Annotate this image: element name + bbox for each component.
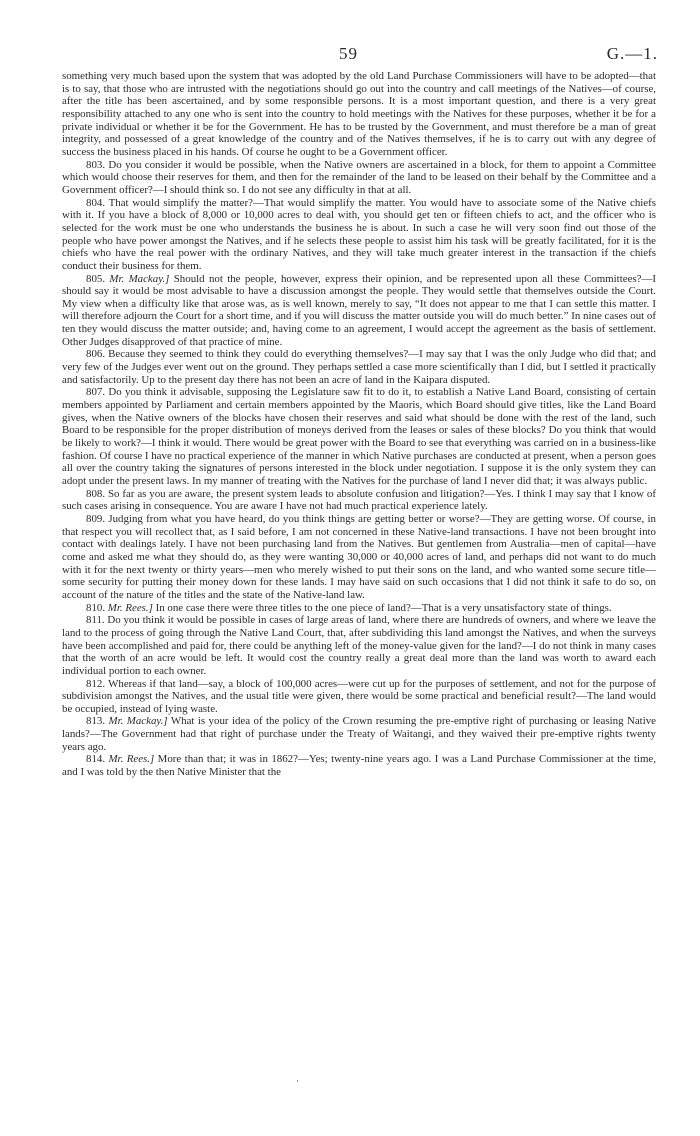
body-text bbox=[62, 70, 656, 779]
speaker-label: Mr. Rees.] bbox=[107, 601, 153, 614]
page-number: 59 bbox=[339, 44, 358, 63]
paragraph bbox=[62, 386, 656, 487]
paragraph-text: More than that; it was in 1862?—Yes; twenty-nine years ago. I was a Land Purchase Commissioner at the time, and I was told by the then Native Minister that the bbox=[62, 753, 656, 779]
paragraph bbox=[62, 70, 656, 159]
paragraph bbox=[62, 159, 656, 197]
paragraph-text: What is your idea of the policy of the Crown resuming the pre-emptive right of purchasing or leasing Native lands?—The Government had that right of purchase under the Treaty of Waitangi, and they waived their pre-emptive rights twenty years ago. bbox=[62, 715, 657, 753]
document-reference: G.—1. bbox=[606, 44, 658, 63]
page-header bbox=[0, 44, 700, 66]
question-number: 810. bbox=[86, 601, 106, 614]
question-number: 807. bbox=[86, 386, 106, 399]
paragraph-text: In one case there were three titles to the one piece of land?—That is a very unsatisfactory state of things. bbox=[155, 601, 612, 614]
paragraph bbox=[62, 602, 656, 615]
paragraph-text: So far as you are aware, the present system leads to absolute confusion and litigation?—Yes. I think I may say that I know of such cases arising in consequence. You are aware I have not had much practical experience lately. bbox=[62, 487, 656, 513]
question-number: 805. bbox=[86, 272, 106, 285]
paragraph bbox=[62, 197, 656, 273]
speaker-label: Mr. Rees.] bbox=[108, 753, 155, 766]
question-number: 806. bbox=[86, 348, 106, 361]
paragraph-text: Should not the people, however, express their opinion, and be represented upon all these Committees?—I should say it would be most advisable to have a discussion amongst the people. They would settle that themselves outside the Court. My view when a difficulty like that arose was, as is well known, merely to say, “It does not appear to me that I can settle this matter. I will therefore adjourn the Court for a short time, and if you will discuss the matter outside you will do much better.” In nine cases out of ten they would discuss the matter outside; and, having come to an agreement, I would accept the agreement as the basis of settlement. Other Judges disapproved of that practice of mine. bbox=[62, 272, 656, 348]
paragraph bbox=[62, 273, 656, 349]
paragraph bbox=[62, 678, 656, 716]
question-number: 809. bbox=[86, 512, 106, 525]
paragraph bbox=[62, 348, 656, 386]
paragraph-text: Do you think it would be possible in cases of large areas of land, where there are hundreds of owners, and where we leave the land to the process of going through the Native Land Court, that, after subdividing this land amongst the Natives, and when the surveys have been accomplished and paid for, there could be anything left of the money-value given for the land?—I do not think in many cases that the worth of an acre would be left. It would cost the country really a great deal more than the land was worth to award each individual portion to each owner. bbox=[62, 614, 656, 677]
paragraph-text: Whereas if that land—say, a block of 100,000 acres—were cut up for the purposes of settlement, and not for the purpose of subdivision amongst the Natives, and the usual title were given, there would be some practical and beneficial result?—The land would be occupied, instead of lying waste. bbox=[62, 677, 656, 715]
paragraph bbox=[62, 614, 656, 677]
paragraph-text: Do you consider it would be possible, when the Native owners are ascertained in a block, for them to appoint a Committee which would choose their reserves for them, and then for the remainder of the land to be leased on their behalf by the Committee and a Government officer?—I should think so. I do not see any difficulty in that at all. bbox=[62, 158, 656, 196]
paragraph-text: something very much based upon the system that was adopted by the old Land Purchase Commissioners will have to be adopted—that is to say, that those who are intrusted with the negotiations should go out into the country and call meetings of the Natives—of course, after the title has been ascertained, and by some responsible persons. It is a most important question, and there is a very great responsibility attached to any one who is sent into the country to hold meetings with the Natives for these purposes, whether it be for a private individual or whether it be for the Government. He has to be trusted by the Government, and must therefore be a man of great integrity, and possessed of a great knowledge of the country and of the Natives themselves, if he is to carry out with any degree of success the business placed in his hands. Of course he ought to be a Government officer. bbox=[62, 70, 656, 158]
paragraph bbox=[62, 715, 656, 753]
question-number: 813. bbox=[86, 715, 106, 728]
question-number: 812. bbox=[86, 677, 106, 690]
paragraph-text: Because they seemed to think they could do everything themselves?—I may say that I was the only Judge who did that; and very few of the Judges ever went out on the ground. They perhaps settled a case more scientifically than I did, but I settled it practically and satisfactorily. Up to the present day there has not been an acre of land in the Kaipara disputed. bbox=[62, 348, 656, 386]
question-number: 811. bbox=[86, 614, 105, 627]
paragraph-text: That would simplify the matter?—That would simplify the matter. You would have to associate some of the Native chiefs with it. If you have a block of 8,000 or 10,000 acres to deal with, you should get ten or fifteen chiefs to act, and the officer who is selected for the work must be one who understands the business he is about. In such a case he will very soon find out those of the people who have power amongst the Natives, and if he selects these people to assist him his task will be greatly facilitated, for it is the chiefs who have the real power with the ordinary Natives, and they will take much greater interest in the transaction if the chiefs conduct their business for them. bbox=[62, 196, 657, 272]
question-number: 814. bbox=[86, 753, 106, 766]
paragraph-text: Do you think it advisable, supposing the Legislature saw fit to do it, to establish a Native Land Board, consisting of certain members appointed by Parliament and certain members appointed by the Maoris, which Board should give titles, like the Land Board gives, when the Native owners of the blocks have chosen their reserves and said what should be done with the rest of the land, such Board to be responsible for the proper distribution of moneys derived from the leases or sales of these blocks? Do you think that would be likely to work?—I think it would. There would be great power with the Board to see that everything was carried on in a business-like fashion. Of course I have no practical experience of the manner in which Native purchases are conducted at present, when a person goes all over the country taking the signatures of persons interested in the block under negotiation. I suppose it is the only system they can adopt under the present laws. In my manner of treating with the Natives for the purchase of land I never did that; it was always public. bbox=[62, 386, 656, 487]
speaker-label: Mr. Mackay.] bbox=[109, 272, 170, 285]
paragraph bbox=[62, 513, 656, 602]
footer-mark: · bbox=[296, 1076, 299, 1086]
question-number: 808. bbox=[86, 487, 106, 500]
paragraph-text: Judging from what you have heard, do you think things are getting better or worse?—They are getting worse. Of course, in that respect you will recollect that, as I said before, I am not concerned in these Native-land transactions. I have not been brought into contact with dealings lately. I have not been purchasing land from the Natives. But gentlemen from Australia—men of capital—have come and asked me what they should do, as they were wanting 30,000 or 40,000 acres of land, and perhaps did not want to do much with it for the next twenty or thirty years—men who merely wished to put their sons on the land, and who wanted some secure title—some security for putting their money down for these lands. I may have said on such occasions that I did not think it safe to do so, on account of the nature of the titles and the state of the Native-land law. bbox=[62, 512, 656, 601]
speaker-label: Mr. Mackay.] bbox=[108, 715, 168, 728]
question-number: 804. bbox=[86, 196, 106, 209]
paragraph bbox=[62, 753, 656, 778]
question-number: 803. bbox=[86, 158, 106, 171]
paragraph bbox=[62, 488, 656, 513]
